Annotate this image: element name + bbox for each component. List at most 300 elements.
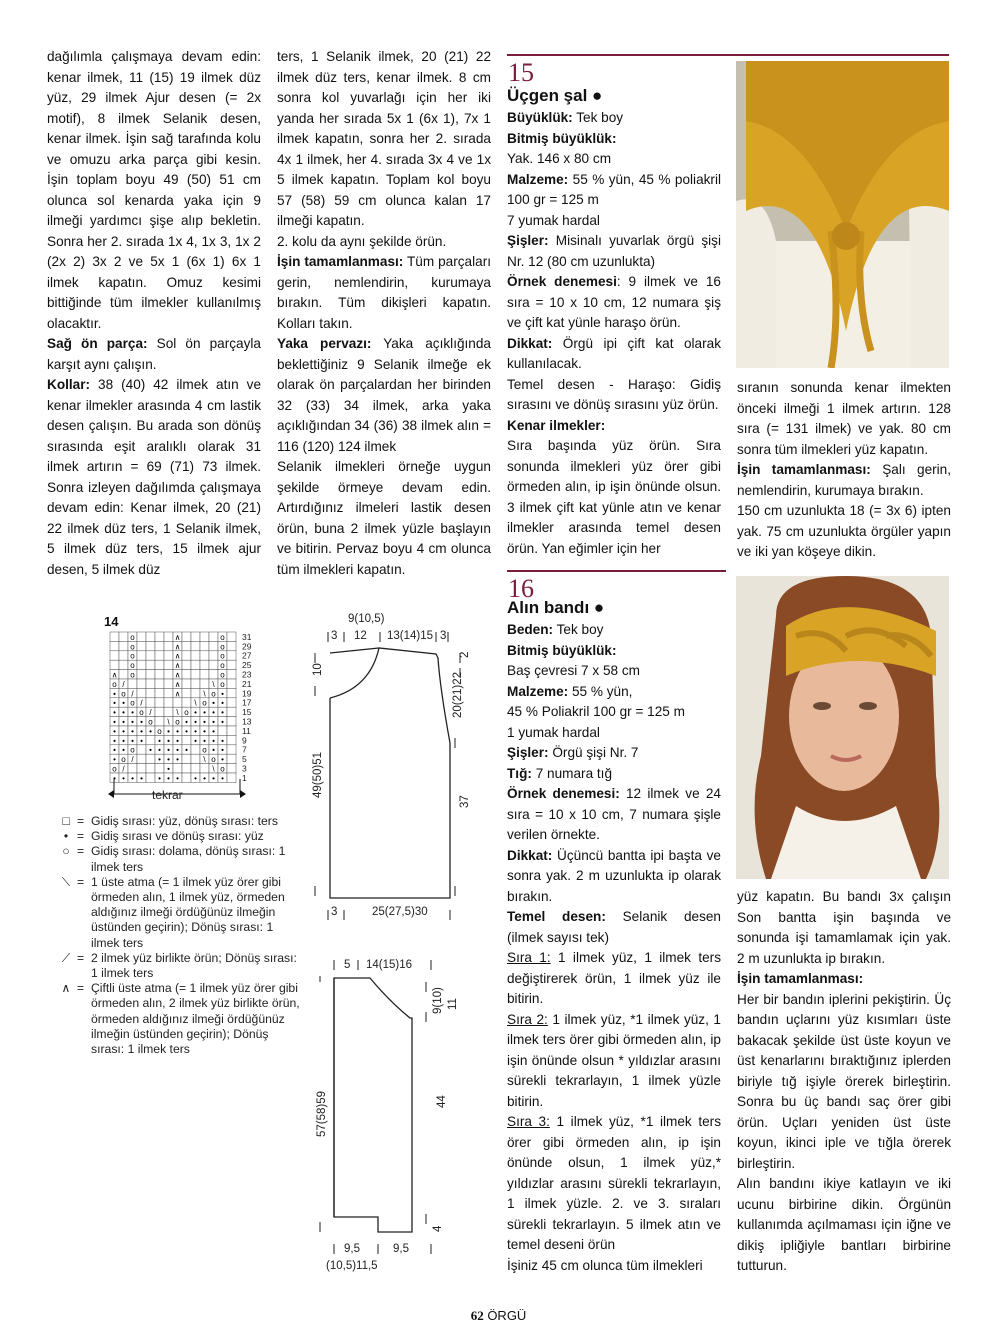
chart-cell [155,679,164,688]
chart-cell [227,670,236,679]
paragraph-heading: Malzeme: [507,171,569,187]
paragraph [737,1174,951,1277]
paragraph [277,334,491,457]
chart-cell [182,670,191,679]
chart-row-number: 19 [242,688,252,699]
svg-text:44: 44 [436,1095,448,1108]
paragraph [507,211,721,232]
chart-cell [209,660,218,669]
paragraph-text: Şalı gerin, nemlendirin, kurumaya bırakın. [737,462,952,498]
chart-row-number: 5 [242,754,247,765]
chart-row-number: 23 [242,669,252,680]
chart-row-number: 3 [242,763,247,774]
chart-stitch-icon: o [211,689,216,699]
paragraph [507,375,721,416]
chart-stitch-icon: / [149,708,152,718]
paragraph [507,149,721,170]
paragraph-text: Selanik ilmekleri örneğe uygun şekilde örmeye devam edin. Artırdığınız ilmeleri lastik desen örün, buna 2 ilmek yüzle başlayın ve bitirin. Pervaz boyu 4 cm olunca tüm ilmekleri kapatın. [277,459,491,577]
chart-stitch-icon: • [221,689,224,699]
chart-stitch-icon: • [221,708,224,718]
chart-stitch-icon: • [185,717,188,727]
chart-stitch-icon: • [158,736,161,746]
legend-item [55,829,305,844]
chart-stitch-icon: o [220,651,225,661]
chart-cell [155,651,164,660]
chart-stitch-icon: ∧ [111,670,118,680]
chart-stitch-icon: • [221,736,224,746]
chart-cell [227,773,236,782]
paragraph [507,1010,721,1113]
chart-stitch-icon: • [194,726,197,736]
chart-stitch-icon: • [122,773,125,783]
dim-sleeve-top: 14(15)16 [366,959,413,971]
chart-cell [182,773,191,782]
svg-text:12: 12 [354,630,367,642]
chart-cell [155,717,164,726]
chart-cell [137,745,146,754]
chart-cell [200,670,209,679]
paragraph-text: 1 ilmek yüz, 1 ilmek ters değiştirerek örün, 1 ilmek yüz ile bitirin. [507,950,721,1006]
chart-stitch-icon: • [122,698,125,708]
paragraph-text: ters, 1 Selanik ilmek, 20 (21) 22 ilmek düz ters, kenar ilmek. 8 cm sonra kol yuvarlağı için her iki yanda her sırada 5x 1 (6x 1), 7x 1 ilmek kapatın, sonra her 2. sırada 4x 1 ilmek, her 4. sırada 3x 4 ve 1x 5 ilmek kapatın. Toplam kol boyu 57 (58) 59 cm olunca kalan 17 ilmeği kapatın. [277,49,491,228]
chart-cell [155,764,164,773]
svg-text:57(58)59: 57(58)59 [316,1090,328,1137]
chart-stitch-icon: o [220,642,225,652]
paragraph-text: 7 yumak hardal [507,212,600,228]
paragraph-text: Selanik desen (ilmek sayısı tek) [507,909,721,945]
paragraph [737,378,951,460]
chart-stitch-icon: o [130,632,135,642]
paragraph-heading: Örnek denemesi [507,274,617,289]
paragraph-row-label: Sıra 3: [507,1114,550,1129]
chart-cell [155,698,164,707]
chart-cell [191,745,200,754]
chart-row-number: 25 [242,660,252,671]
paragraph-heading: Kenar ilmekler: [507,417,606,433]
chart-stitch-icon: • [194,708,197,718]
chart-cell [191,754,200,763]
chart-stitch-icon: o [148,717,153,727]
paragraph [507,661,721,682]
chart-stitch-icon: • [158,745,161,755]
paragraph-text: yüz kapatın. Bu bandı 3x çalışın Son bantta işin başında ve sonunda işi tamamlamak için yak. 2 m uzunlukta ip bırakın. [737,889,951,966]
paragraph-text: Örgü ipi çift kat olarak kullanılacak. [507,335,721,371]
chart-stitch-icon: • [185,726,188,736]
chart-row-number: 21 [242,678,252,689]
section-16-number: 16 [508,574,534,603]
chart-cell [182,679,191,688]
paragraph-heading: Bitmiş büyüklük: [507,130,617,146]
paragraph-heading: Şişler: [507,745,549,760]
chart-cell [137,651,146,660]
chart-stitch-icon: • [167,745,170,755]
paragraph [277,232,491,253]
chart-stitch-icon: • [167,726,170,736]
paragraph-text: 1 ilmek yüz, *1 ilmek yüz, 1 ilmek ters örer gibi örmeden alın, ip işin önünde olsun * yıldızlar arasını sürekli tekrarlayın, 1 ilmek yüzle bitirin. [507,1011,721,1109]
chart-stitch-icon: • [122,736,125,746]
chart-cell [164,632,173,641]
chart-stitch-icon: o [130,651,135,661]
paragraph-heading: Malzeme: [507,683,569,699]
chart-stitch-icon: o [121,755,126,765]
chart-cell [173,698,182,707]
chart-cell [146,641,155,650]
sleeve-schema [300,952,490,1282]
chart-cell [173,764,182,773]
chart-stitch-icon: \ [203,689,206,699]
chart-cell [200,764,209,773]
chart-stitch-icon: • [149,745,152,755]
chart-cell [164,688,173,697]
paragraph-text: Her bir bandın iplerini pekiştirin. Üç bandın uçlarını yüz kısımları üste bakacak şekilde üst üste koyun ve üst kenarlarını bıraktığınız iplerden biriyle tığ işiyle örerek birleştirin. Sonra bu üç bandı saç örer gibi örün. Uçları yeniden üst üste koyun, ikinci iple ve tığla örerek birleştirin. [737,991,951,1171]
chart-cell [227,735,236,744]
chart-cell [146,660,155,669]
chart-stitch-icon: o [220,632,225,642]
column-3 [507,108,721,559]
chart-cell [191,670,200,679]
chart-cell [128,764,137,773]
chart-stitch-icon: • [113,755,116,765]
chart-cell [191,641,200,650]
chart-stitch-icon: • [203,773,206,783]
chart-cell [191,651,200,660]
chart-cell [227,679,236,688]
chart-cell [155,670,164,679]
legend-text: Gidiş sırası ve dönüş sırası: yüz [91,829,264,844]
chart-row-number: 13 [242,716,252,727]
chart-stitch-icon: • [212,698,215,708]
paragraph [507,129,721,150]
chart-stitch-icon: • [176,755,179,765]
paragraph [507,1112,721,1256]
chart-cell [119,651,128,660]
chart-stitch-icon: • [221,745,224,755]
dim-bottom-width: 25(27,5)30 [372,906,428,918]
chart-stitch-icon: • [131,773,134,783]
legend-symbol-icon: ○ [62,844,70,859]
chart-cell [146,764,155,773]
chart-stitch-icon: \ [167,717,170,727]
paragraph-heading: İşin tamamlanması: [737,971,864,986]
svg-text:37: 37 [459,795,471,808]
svg-text:11: 11 [447,998,459,1010]
legend-text: 1 üste atma (= 1 ilmek yüz örer gibi örmeden alın, 1 ilmek yüz, örmeden aldığınız ilmeği ördüğünüz ilmeğin üstünden geçirin); Dönüş sırası: 1 ilmek ters [91,874,285,950]
chart-stitch-icon: • [167,736,170,746]
front-piece-schema [300,608,490,928]
chart-row-number: 1 [242,772,247,783]
chart-cell [200,632,209,641]
chart-cell [182,764,191,773]
svg-text:2: 2 [459,651,471,658]
chart-stitch-icon: o [112,679,117,689]
chart-cell [209,651,218,660]
paragraph-text: İşiniz 45 cm olunca tüm ilmekleri [507,1257,703,1273]
chart-stitch-icon: o [130,661,135,671]
column-3b [507,620,721,1276]
paragraph [507,846,721,908]
chart-cell [227,717,236,726]
paragraph [507,436,721,559]
chart-cell [146,632,155,641]
chart-cell [146,735,155,744]
chart-stitch-icon: • [221,773,224,783]
chart-cell [182,688,191,697]
paragraph [737,969,951,990]
legend-equals: = [77,844,85,859]
chart-stitch-icon: • [122,745,125,755]
chart-stitch-icon: • [212,745,215,755]
paragraph [277,252,491,334]
chart-row-number: 17 [242,697,252,708]
legend-symbol-icon: ⟋ [61,950,71,965]
chart-row-number: 27 [242,650,252,661]
repeat-arrow-left [108,790,114,798]
chart-stitch-icon: • [158,773,161,783]
chart-cell [191,688,200,697]
chart-stitch-icon: o [220,670,225,680]
chart-stitch-icon: • [203,736,206,746]
chart-cell [146,773,155,782]
chart-stitch-icon: o [130,745,135,755]
paragraph-text: 7 numara tığ [531,765,613,781]
chart-cell [119,641,128,650]
headband-photo [736,576,949,879]
paragraph-text: 38 (40) 42 ilmek atın ve kenar ilmekler arasında 4 cm lastik desen çalışın. Bu arada son dönüş sırasında eşit aralıklı olarak 31 ilmek artırın = 69 (71) 73 ilmek. Sonra izleyen dağılımda çalışmaya devam edin: Kenar ilmek, 20 (21) 22 ilmek düz ters, 1 Selanik ilmek, 5 ilmek düz ters, 15 ilmek ajur desen, 5 ilmek düz [47,377,261,577]
chart-stitch-icon: / [140,698,143,708]
paragraph-text: Üçüncü bantta ipi başta ve sonra yak. 2 m uzunlukta ip olarak bırakın. [507,847,721,904]
paragraph-text: Baş çevresi 7 x 58 cm [507,663,640,678]
paragraph-row-label: Sıra 1: [507,950,551,965]
column-1 [47,47,261,580]
chart-stitch-icon: ∧ [174,642,181,652]
chart-cell [227,632,236,641]
chart-stitch-icon: • [212,726,215,736]
chart-cell [227,754,236,763]
chart-cell [155,660,164,669]
paragraph [507,108,721,129]
page-number: 62 [470,1308,484,1323]
paragraph [507,334,721,375]
paragraph-text: 12 ilmek ve 24 sıra = 10 x 10 cm, 7 numara şişle verilen örnekte. [507,786,721,842]
chart-cell [146,670,155,679]
paragraph-text: 55 % yün, 45 % poliakril 100 gr = 125 m [507,171,721,207]
chart-row-number: 11 [242,725,251,736]
paragraph [507,764,721,785]
chart-cell [164,660,173,669]
paragraph-heading: İşin tamamlanması: [277,254,404,269]
paragraph-text: 150 cm uzunlukta 18 (= 3x 6) ipten yak. 75 cm uzunlukta örgüler yapın ve iki yan köşeye dikin. [737,503,951,559]
chart-cell [182,660,191,669]
legend-item [55,844,305,874]
chart-cell [200,651,209,660]
section-15-title: Üçgen şal ● [507,86,603,105]
chart-stitch-icon: • [176,773,179,783]
chart-cell [146,688,155,697]
chart-stitch-icon: o [175,717,180,727]
paragraph [507,641,721,662]
chart-cell [137,688,146,697]
paragraph-heading: Büyüklük: [507,110,573,125]
chart-stitch-icon: • [221,717,224,727]
chart-stitch-icon: • [113,773,116,783]
chart-row-number: 7 [242,744,247,755]
chart-stitch-icon: • [113,745,116,755]
chart-cell [191,632,200,641]
chart-stitch-icon: o [220,764,225,774]
chart-cell [110,660,119,669]
chart-stitch-icon: • [194,736,197,746]
chart-cell [164,641,173,650]
svg-text:20(21)22: 20(21)22 [452,671,464,718]
chart-row-number: 29 [242,641,252,652]
chart-stitch-icon: o [220,661,225,671]
chart-cell [200,641,209,650]
chart-cell [119,632,128,641]
chart-cell [137,632,146,641]
chart-stitch-icon: • [212,708,215,718]
legend-equals: = [77,814,85,828]
chart-stitch-icon: • [185,745,188,755]
paragraph-text: Tüm parçaları gerin, nemlendirin, kurumaya bırakın. Tüm dikişleri kapatın. Kolları takın. [277,254,492,331]
svg-text:10: 10 [312,663,324,676]
chart-stitch-icon: • [122,708,125,718]
paragraph-text: Tek boy [572,110,624,125]
chart-cell [164,698,173,707]
paragraph-text: 1 ilmek yüz, *1 ilmek ters örer gibi örmeden alın, ip işin önünde olsun, 1 ilmek yüz,* yıldızlar arasını sürekli tekrarlayın, 1 ilmek yüzle. 2. ve 3. sıraları sürekli tekrarlayın. 5 ilmek atın ve temel deseni örün [507,1114,722,1252]
column-2 [277,47,491,580]
chart-cell [155,641,164,650]
chart-stitch-icon: • [140,736,143,746]
chart-stitch-icon: • [203,717,206,727]
chart-cell [191,660,200,669]
chart-stitch-icon: ∧ [174,632,181,642]
paragraph-text: Yak. 146 x 80 cm [507,151,612,166]
paragraph-heading: Kollar: [47,377,91,392]
svg-text:9,5: 9,5 [393,1243,409,1255]
chart-cell [182,651,191,660]
chart-stitch-icon: \ [176,708,179,718]
chart-cell [227,707,236,716]
chart-stitch-icon: \ [194,698,197,708]
chart-cell [182,698,191,707]
chart-stitch-icon: • [122,726,125,736]
paragraph [507,682,721,703]
paragraph [507,620,721,641]
paragraph [47,375,261,580]
chart-stitch-icon: o [139,708,144,718]
paragraph [47,334,261,375]
chart-cell [182,735,191,744]
paragraph-text: 45 % Poliakril 100 gr = 125 m [507,704,685,719]
paragraph-text: Misinalı yuvarlak örgü şişi Nr. 12 (80 cm uzunlukta) [507,233,721,269]
paragraph-heading: Beden: [507,622,554,637]
chart-cell [182,641,191,650]
chart-stitch-icon: • [113,726,116,736]
svg-text:3: 3 [331,630,338,642]
chart-stitch-icon: • [140,773,143,783]
legend-text: Gidiş sırası: dolama, dönüş sırası: 1 ilmek ters [91,844,286,874]
chart-stitch-icon: • [221,755,224,765]
svg-text:9(10): 9(10) [432,987,444,1014]
paragraph-text: 2. kolu da aynı şekilde örün. [277,233,447,249]
chart-stitch-icon: o [220,679,225,689]
chart-stitch-icon: • [140,726,143,736]
chart-stitch-icon: / [122,764,125,774]
chart-cell [200,679,209,688]
chart-stitch-icon: • [113,736,116,746]
chart-stitch-icon: • [113,717,116,727]
paragraph-text: 1 yumak hardal [507,724,600,740]
chart-stitch-icon: • [167,773,170,783]
legend-symbol-icon: ∧ [61,981,71,996]
chart-stitch-icon: • [113,689,116,699]
chart-stitch-icon: o [130,642,135,652]
legend-equals: = [77,829,85,844]
chart-stitch-icon: ∧ [174,670,181,680]
paragraph [507,723,721,744]
chart-stitch-icon: • [167,764,170,774]
chart-stitch-icon: • [113,708,116,718]
chart-cell [164,670,173,679]
svg-text:4: 4 [432,1225,444,1232]
paragraph-text: Sol ön parçayla karşıt aynı çalışın. [47,336,261,372]
chart-cell [182,632,191,641]
paragraph-text: Alın bandını ikiye katlayın ve iki ucunu birbirine dikin. Örgünün kullanımda açılmaması için iğne ve dikiş ipliğiyle bantları birbirine tutturun. [737,1176,951,1273]
chart-cell [200,660,209,669]
section-16-title: Alın bandı ● [507,598,605,617]
paragraph-text: Sıra başında yüz örün. Sıra sonunda ilmekleri yüz örer gibi örmeden alın, ip işin önünde olsun. 3 ilmek çift kat yünle atın ve kenar ilmekler arasında temel desen örün. Yan eğimler için her [507,438,721,556]
chart-stitch-icon: • [167,755,170,765]
chart-stitch-icon: • [149,726,152,736]
chart-cell [155,707,164,716]
paragraph-heading: Şişler: [507,233,549,248]
chart-cell [227,688,236,697]
chart-cell [227,745,236,754]
chart-cell [155,632,164,641]
paragraph [277,457,491,580]
chart-cell [155,688,164,697]
chart-cell [137,641,146,650]
chart-stitch-icon: o [211,755,216,765]
chart-row-number: 15 [242,707,252,718]
chart-cell [137,679,146,688]
chart-stitch-icon: / [131,755,134,765]
chart-stitch-icon: • [176,745,179,755]
paragraph-heading: Örnek denemesi: [507,786,620,801]
paragraph-heading: Dikkat: [507,335,553,351]
legend-equals: = [77,981,85,996]
chart-stitch-icon: • [203,708,206,718]
paragraph-text: : 9 ilmek ve 16 sıra = 10 x 10 cm, 12 numara şiş ve çift kat yünle haraşo örün. [507,274,721,330]
svg-text:13(14)15: 13(14)15 [387,630,434,642]
chart-cell [110,632,119,641]
chart-stitch-icon: ∧ [174,651,181,661]
paragraph [507,416,721,437]
chart-stitch-icon: • [212,736,215,746]
repeat-arrow-right [240,790,246,798]
chart-cell [227,764,236,773]
paragraph-row-label: Sıra 2: [507,1011,548,1027]
chart-stitch-icon: ∧ [174,689,181,699]
paragraph [47,47,261,334]
chart-cell [137,764,146,773]
chart-stitch-icon: o [130,698,135,708]
chart-cell [164,679,173,688]
chart-cell [146,754,155,763]
chart-stitch-icon: • [140,717,143,727]
paragraph [507,170,721,211]
svg-text:3: 3 [331,906,338,918]
